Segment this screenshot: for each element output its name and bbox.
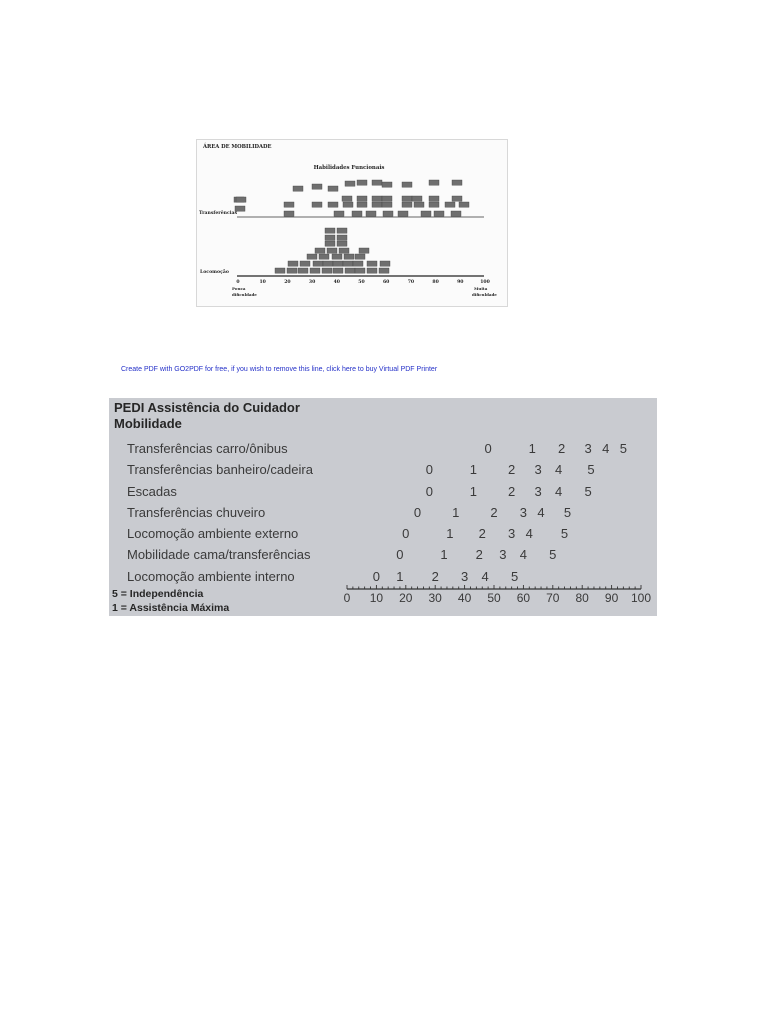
pedi-score-mark: 2 — [557, 441, 566, 456]
item-box — [345, 268, 355, 273]
pedi-score-mark: 5 — [587, 462, 595, 477]
pedi-scale-axis — [109, 398, 657, 616]
area-title: ÁREA DE MOBILIDADE — [203, 144, 272, 150]
item-box — [343, 202, 353, 207]
item-box — [327, 248, 337, 253]
pedi-score-mark: 3 — [499, 547, 507, 562]
item-box — [307, 254, 317, 259]
figure-axis-tick-label: 0 — [236, 280, 240, 285]
item-box — [345, 181, 355, 186]
item-box — [445, 202, 455, 207]
pedi-score-mark: 0 — [402, 526, 410, 541]
item-box — [342, 196, 352, 201]
figure-axis-ticks — [236, 279, 489, 285]
item-box — [300, 261, 310, 266]
pedi-tick-label: 30 — [428, 591, 442, 605]
item-box — [429, 180, 439, 185]
item-box — [429, 202, 439, 207]
item-box — [353, 261, 363, 266]
item-box — [355, 254, 365, 259]
pedi-score-mark: 4 — [555, 484, 563, 499]
item-box — [412, 196, 422, 201]
pedi-score-mark: 0 — [425, 462, 433, 477]
pedi-score-mark: 1 — [528, 441, 536, 456]
figure-axis-tick-label: 30 — [308, 280, 316, 285]
pedi-tick-label: 80 — [575, 591, 589, 605]
item-box — [343, 261, 353, 266]
figure-axis-tick-label: 20 — [284, 280, 291, 285]
item-box — [382, 196, 392, 201]
pedi-score-mark: 5 — [619, 441, 627, 456]
item-box-group — [234, 180, 469, 273]
functional-skills-figure — [196, 139, 508, 307]
item-box — [333, 261, 343, 266]
item-box — [332, 254, 342, 259]
pedi-item-label: Transferências banheiro/cadeira — [127, 462, 313, 477]
item-box — [382, 182, 392, 187]
figure-axis-tick-label: 50 — [358, 280, 365, 285]
pedi-score-mark: 1 — [469, 484, 478, 499]
pedi-score-mark: 1 — [452, 505, 460, 520]
pedi-score-mark: 1 — [440, 547, 448, 562]
pedi-panel — [109, 398, 657, 616]
item-box — [284, 211, 294, 216]
axis-right-label-2: dificuldade — [472, 292, 497, 297]
item-box — [275, 268, 285, 273]
item-box — [359, 248, 369, 253]
pedi-score-mark: 1 — [469, 462, 478, 477]
item-box — [339, 248, 349, 253]
item-box — [372, 196, 382, 201]
figure-axis-tick-label: 70 — [407, 280, 415, 285]
figure-chart-title: Habilidades Funcionais — [313, 165, 385, 171]
pedi-score-mark: 5 — [584, 484, 592, 499]
axis-right-label-1: Muita — [474, 286, 488, 291]
pedi-tick-label: 10 — [369, 591, 384, 605]
pedi-score-mark: 3 — [460, 569, 469, 584]
item-box — [372, 202, 382, 207]
pedi-item-label: Transferências chuveiro — [127, 505, 266, 520]
pedi-tick-label: 50 — [487, 591, 501, 605]
item-box — [452, 180, 462, 185]
item-box — [402, 196, 412, 201]
pedi-score-mark: 0 — [372, 569, 381, 584]
item-box — [402, 182, 412, 187]
pedi-score-mark: 0 — [425, 484, 433, 499]
pedi-score-mark: 2 — [431, 569, 439, 584]
pedi-score-mark: 5 — [549, 547, 557, 562]
figure-axis-tick-label: 90 — [457, 280, 464, 285]
pedi-score-mark: 1 — [446, 526, 454, 541]
pedi-score-mark: 3 — [508, 526, 516, 541]
item-box — [293, 186, 303, 191]
pedi-score-mark: 4 — [555, 462, 563, 477]
item-box — [434, 211, 444, 216]
axis-left-label-2: dificuldade — [232, 292, 257, 297]
row-label-locomotion: Locomoção — [200, 270, 229, 275]
item-box — [357, 180, 367, 185]
item-box — [372, 180, 382, 185]
figure-axis-tick-label: 80 — [432, 280, 439, 285]
pedi-tick-label: 90 — [604, 591, 619, 605]
axis-left-label-1: Pouca — [232, 286, 246, 291]
item-box — [287, 268, 297, 273]
pedi-tick-label: 100 — [630, 591, 652, 605]
pedi-item-label: Locomoção ambiente externo — [127, 526, 299, 541]
pedi-tick-label: 60 — [516, 591, 531, 605]
item-box — [236, 197, 246, 202]
item-box — [337, 228, 347, 233]
item-box — [459, 202, 469, 207]
pedi-item-label: Mobilidade cama/transferências — [127, 547, 311, 562]
pedi-score-mark: 2 — [475, 547, 483, 562]
item-box — [337, 235, 347, 240]
item-box — [355, 268, 365, 273]
item-box — [325, 235, 335, 240]
item-box — [312, 202, 322, 207]
legend-independence: 5 = Independência — [112, 588, 204, 600]
item-box — [235, 206, 245, 211]
item-box — [383, 211, 393, 216]
item-box — [328, 202, 338, 207]
pedi-item-label: Escadas — [127, 484, 177, 499]
item-box — [357, 202, 367, 207]
pedi-score-mark: 0 — [396, 547, 404, 562]
pedi-tick-label: 40 — [457, 591, 472, 605]
item-box — [322, 268, 332, 273]
pedi-score-mark: 4 — [525, 526, 533, 541]
pedi-score-mark: 3 — [534, 484, 542, 499]
pedi-tick-label: 70 — [546, 591, 560, 605]
pedi-score-mark: 3 — [534, 462, 542, 477]
pedi-score-mark: 5 — [563, 505, 572, 520]
item-box — [319, 254, 329, 259]
item-box — [328, 186, 338, 191]
item-box — [315, 248, 325, 253]
figure-axis-tick-label: 100 — [480, 280, 490, 285]
item-box — [380, 261, 390, 266]
item-box — [398, 211, 408, 216]
pedi-score-mark: 2 — [478, 526, 486, 541]
pedi-score-mark: 4 — [481, 569, 489, 584]
functional-skills-scatter — [197, 140, 509, 308]
item-box — [333, 268, 343, 273]
item-box — [402, 202, 412, 207]
item-box — [367, 268, 377, 273]
item-box — [379, 268, 389, 273]
figure-axis-tick-label: 60 — [382, 280, 390, 285]
item-box — [429, 196, 439, 201]
pedi-score-mark: 5 — [560, 526, 569, 541]
pedi-score-mark: 2 — [508, 462, 516, 477]
item-box — [421, 211, 431, 216]
item-box — [367, 261, 377, 266]
pedi-score-mark: 4 — [602, 441, 610, 456]
pedi-score-mark: 4 — [537, 505, 545, 520]
item-box — [344, 254, 354, 259]
item-box — [366, 211, 376, 216]
item-box — [452, 196, 462, 201]
item-box — [334, 211, 344, 216]
figure-axis-tick-label: 10 — [259, 280, 266, 285]
item-box — [288, 261, 298, 266]
item-box — [325, 241, 335, 246]
item-box — [352, 211, 362, 216]
item-box — [382, 202, 392, 207]
pedi-score-mark: 2 — [508, 484, 516, 499]
item-box — [451, 211, 461, 216]
item-box — [337, 241, 347, 246]
pedi-score-mark: 1 — [396, 569, 404, 584]
item-box — [310, 268, 320, 273]
figure-axis-tick-label: 40 — [333, 280, 341, 285]
pedi-item-label: Locomoção ambiente interno — [127, 569, 295, 584]
item-box — [414, 202, 424, 207]
pedi-score-mark: 5 — [510, 569, 519, 584]
pedi-subtitle: Mobilidade — [114, 416, 182, 431]
pedi-tick-label: 20 — [399, 591, 413, 605]
item-box — [357, 196, 367, 201]
pedi-title: PEDI Assistência do Cuidador — [114, 400, 300, 415]
pedi-score-mark: 0 — [413, 505, 422, 520]
item-box — [313, 261, 323, 266]
legend-max-assistance: 1 = Assistência Máxima — [112, 602, 230, 614]
pedi-score-mark: 2 — [490, 505, 498, 520]
pedi-score-mark: 4 — [519, 547, 528, 562]
pedi-score-mark: 3 — [584, 441, 592, 456]
pedi-tick-label: 0 — [343, 591, 351, 605]
item-box — [312, 184, 322, 189]
item-box — [284, 202, 294, 207]
pdf-banner-link[interactable]: Create PDF with GO2PDF for free, if you wish to remove this line, click here to buy Virtual PDF Printer — [121, 366, 438, 373]
item-box — [298, 268, 308, 273]
item-box — [323, 261, 333, 266]
item-box — [325, 228, 335, 233]
row-label-transfers: Transferências — [199, 211, 238, 216]
pedi-item-label: Transferências carro/ônibus — [127, 441, 288, 456]
pedi-score-mark: 3 — [519, 505, 528, 520]
pedi-score-mark: 0 — [484, 441, 492, 456]
